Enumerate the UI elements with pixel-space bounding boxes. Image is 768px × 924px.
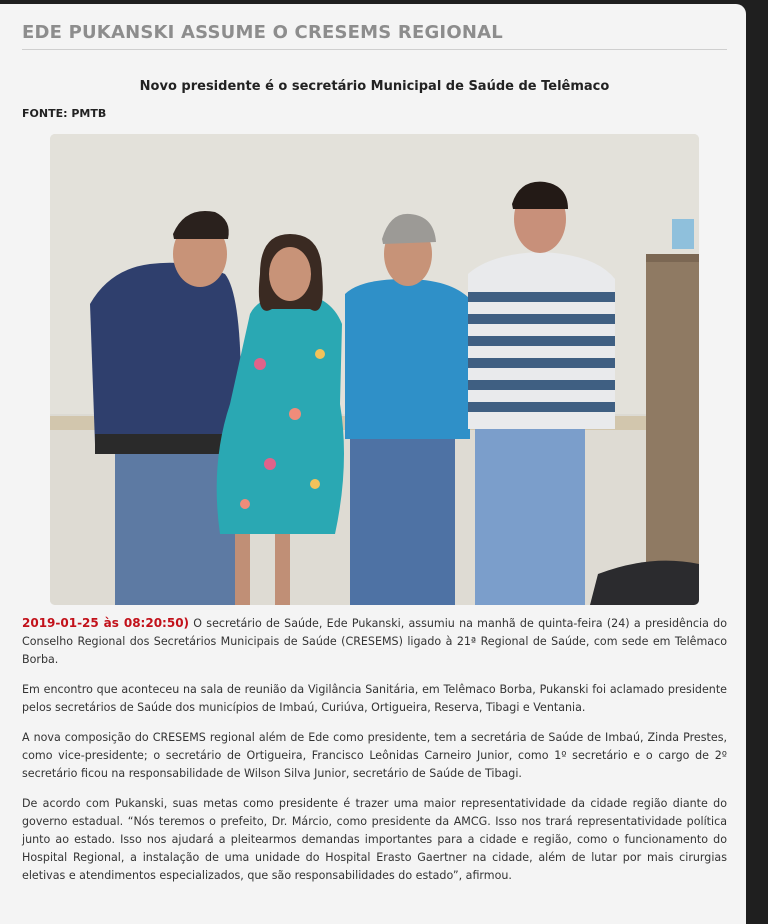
- article-photo: [50, 134, 699, 605]
- paragraph-3: A nova composição do CRESEMS regional além de Ede como presidente, tem a secretária de Saúde de Imbaú, Zinda Prestes, como vice-presidente; o secretário de Ortigueira, Francisco Leônidas Carneiro Junior, como 1º secretário e o cargo de 2º secretário ficou na responsabilidade de Wilson Silva Junior, secretário de Saúde de Tibagi.: [22, 731, 727, 780]
- article-card: [0, 4, 746, 924]
- paragraph-1: [22, 614, 727, 669]
- article-subtitle: Novo presidente é o secretário Municipal de Saúde de Telêmaco: [139, 79, 610, 94]
- article-source: FONTE: PMTB: [22, 107, 107, 120]
- article-dateline: 2019-01-25 às 08:20:50): [22, 616, 190, 630]
- paragraph-4: De acordo com Pukanski, suas metas como presidente é trazer uma maior representatividade da cidade região diante do governo estadual. “Nós teremos o prefeito, Dr. Márcio, como presidente da AMCG. Isso nos trará representatividade política junto ao estado. Isso nos ajudará a pleitearmos demandas importantes para a cidade e região, como o funcionamento do Hospital Regional, a instalação de uma unidade do Hospital Erasto Gaertner na cidade, além de lutar por mais cirurgias eletivas e atendimentos especializados, que são responsabilidades do estado”, afirmou.: [22, 797, 727, 882]
- paragraph-1-text: O secretário de Saúde, Ede Pukanski, assumiu na manhã de quinta-feira (24) a presidência do Conselho Regional dos Secretários Municipais de Saúde (CRESEMS) ligado à 21ª Regional de Saúde, com sede em Telêmaco Borba.: [22, 617, 727, 666]
- article-body: [22, 614, 727, 897]
- paragraph-2: Em encontro que aconteceu na sala de reunião da Vigilância Sanitária, em Telêmaco Borba, Pukanski foi aclamado presidente pelos secretários de Saúde dos municípios de Imbaú, Curiúva, Ortigueira, Reserva, Tibagi e Ventania.: [22, 683, 727, 714]
- article-headline: EDE PUKANSKI ASSUME O CRESEMS REGIONAL: [22, 22, 727, 50]
